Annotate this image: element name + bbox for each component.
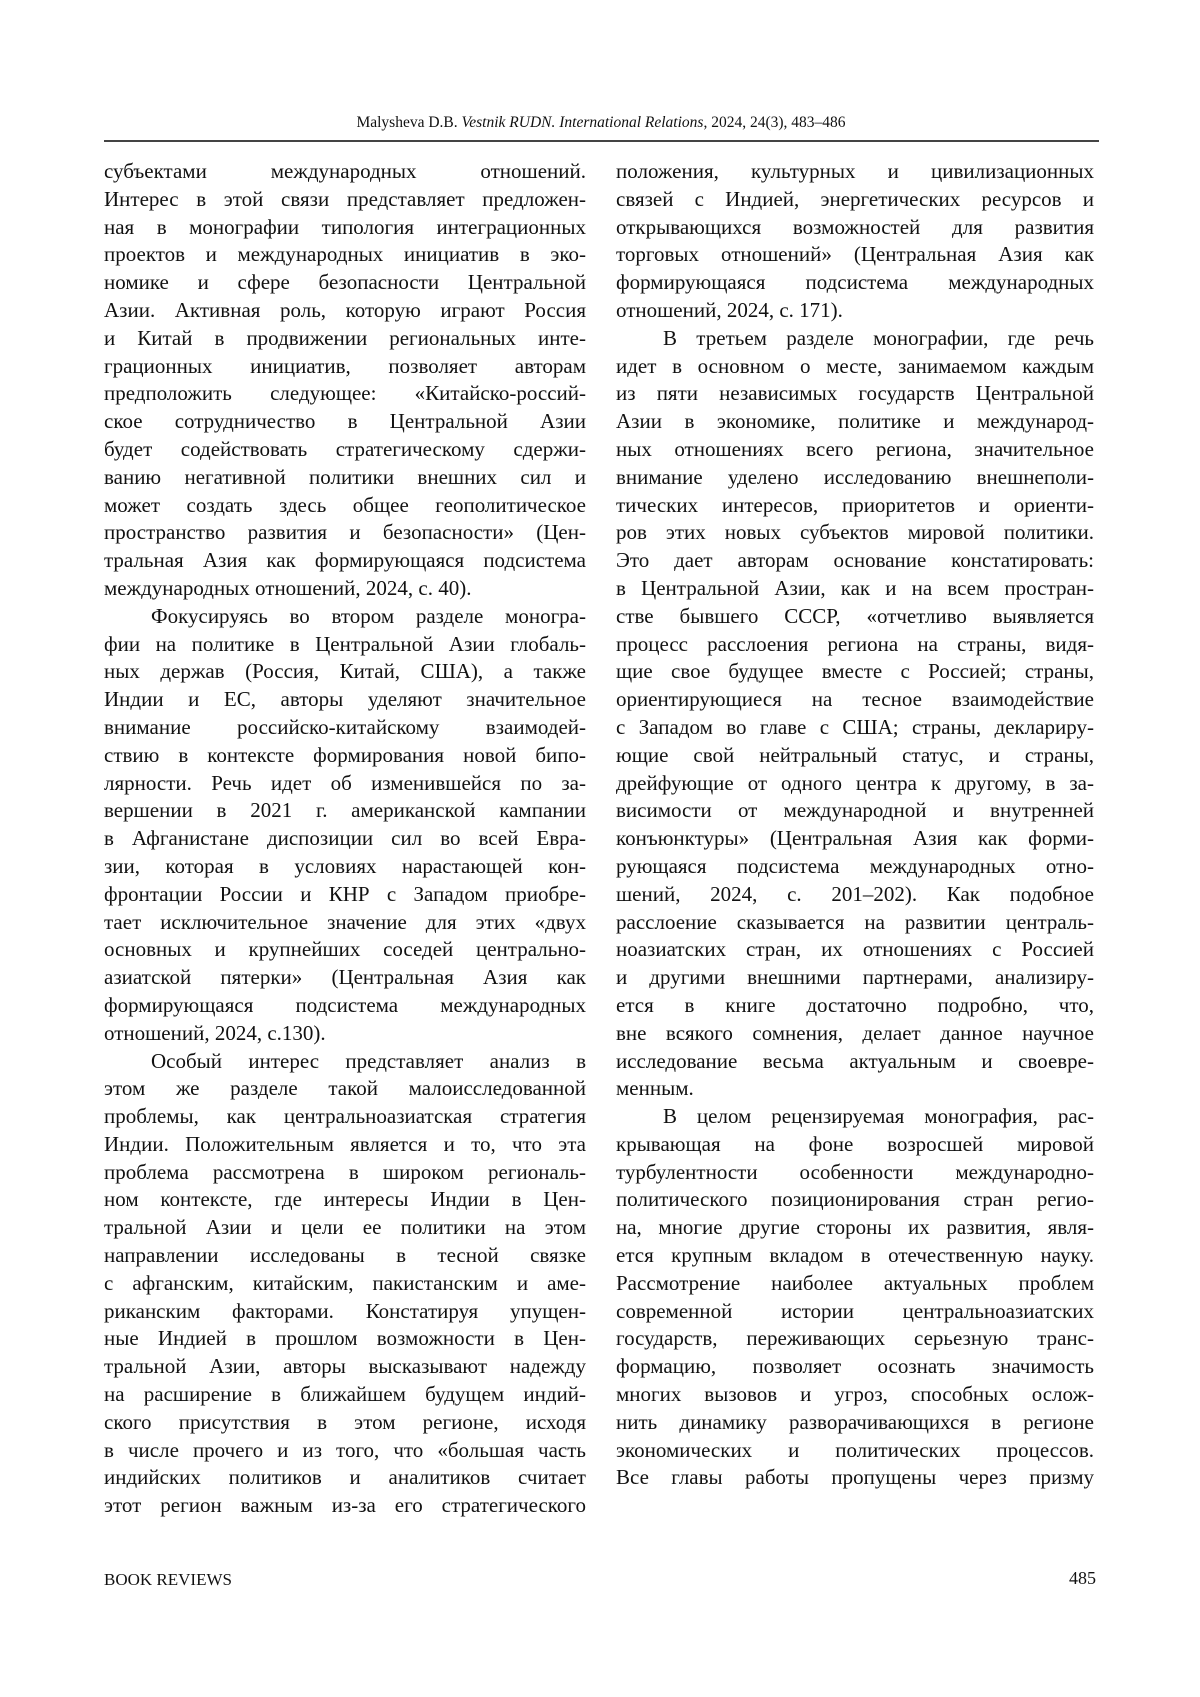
text-line: Индии. Положительным является и то, что эта (104, 1131, 586, 1159)
text-line: В третьем разделе монографии, где речь (616, 325, 1094, 353)
text-line: вне всякого сомнения, делает данное научное (616, 1020, 1094, 1048)
text-line: рующаяся подсистема международных отно- (616, 853, 1094, 881)
text-line: проблемы, как центральноазиатская стратегия (104, 1103, 586, 1131)
text-line: Все главы работы пропущены через призму (616, 1464, 1094, 1492)
text-line: и Китай в продвижении региональных инте- (104, 325, 586, 353)
text-line: менным. (616, 1075, 1094, 1103)
text-line: крывающая на фоне возросшей мировой (616, 1131, 1094, 1159)
text-line: зии, которая в условиях нарастающей кон- (104, 853, 586, 881)
text-line: ная в монографии типология интеграционных (104, 214, 586, 242)
text-line: ных держав (Россия, Китай, США), а также (104, 658, 586, 686)
text-line: основных и крупнейших соседей центрально- (104, 936, 586, 964)
text-line: расслоение сказывается на развитии централь- (616, 909, 1094, 937)
text-line: Азии в экономике, политике и международ- (616, 408, 1094, 436)
text-line: современной истории центральноазиатских (616, 1298, 1094, 1326)
text-line: этот регион важным из-за его стратегического (104, 1492, 586, 1520)
text-line: В целом рецензируемая монография, рас- (616, 1103, 1094, 1131)
text-line: лярности. Речь идет об изменившейся по за- (104, 770, 586, 798)
text-line: щие свое будущее вместе с Россией; страны, (616, 658, 1094, 686)
text-line: ванию негативной политики внешних сил и (104, 464, 586, 492)
text-line: азиатской пятерки» (Центральная Азия как (104, 964, 586, 992)
text-line: на расширение в ближайшем будущем индий- (104, 1381, 586, 1409)
text-line: политического позиционирования стран регио- (616, 1186, 1094, 1214)
text-line: ющие свой нейтральный статус, и страны, (616, 742, 1094, 770)
text-line: фронтации России и КНР с Западом приобре- (104, 881, 586, 909)
text-line: висимости от международной и внутренней (616, 797, 1094, 825)
text-line: ствию в контексте формирования новой бипо- (104, 742, 586, 770)
text-line: ется крупным вкладом в отечественную науку. (616, 1242, 1094, 1270)
text-line: отношений, 2024, с. 171). (616, 297, 1094, 325)
text-line: проектов и международных инициатив в эко- (104, 241, 586, 269)
text-line: открывающихся возможностей для развития (616, 214, 1094, 242)
text-line: Фокусируясь во втором разделе моногра- (104, 603, 586, 631)
text-line: с Западом во главе с США; страны, деклариру- (616, 714, 1094, 742)
text-line: в Центральной Азии, как и на всем простран- (616, 575, 1094, 603)
text-line: тральная Азия как формирующаяся подсистема (104, 547, 586, 575)
text-column-left (104, 158, 586, 1520)
text-line: формирующаяся подсистема международных (104, 992, 586, 1020)
text-line: из пяти независимых государств Центральной (616, 380, 1094, 408)
text-line: вершении в 2021 г. американской кампании (104, 797, 586, 825)
text-line: риканским факторами. Констатируя упущен- (104, 1298, 586, 1326)
text-line: на, многие другие стороны их развития, явля- (616, 1214, 1094, 1242)
text-line: связей с Индией, энергетических ресурсов и (616, 186, 1094, 214)
text-line: индийских политиков и аналитиков считает (104, 1464, 586, 1492)
header-author: Malysheva D.B. (356, 114, 461, 131)
text-line: формирующаяся подсистема международных (616, 269, 1094, 297)
text-line: направлении исследованы в тесной связке (104, 1242, 586, 1270)
text-line: ров этих новых субъектов мировой политики. (616, 519, 1094, 547)
text-line: положения, культурных и цивилизационных (616, 158, 1094, 186)
text-line: Особый интерес представляет анализ в (104, 1048, 586, 1076)
text-line: тических интересов, приоритетов и ориенти- (616, 492, 1094, 520)
text-line: ные Индией в прошлом возможности в Цен- (104, 1325, 586, 1353)
text-line: в числе прочего и из того, что «большая часть (104, 1437, 586, 1465)
text-line: тает исключительное значение для этих «двух (104, 909, 586, 937)
text-line: фии на политике в Центральной Азии глобаль- (104, 631, 586, 659)
text-line: Азии. Активная роль, которую играют Россия (104, 297, 586, 325)
text-line: проблема рассмотрена в широком региональ- (104, 1159, 586, 1187)
text-line: ном контексте, где интересы Индии в Цен- (104, 1186, 586, 1214)
text-line: и другими внешними партнерами, анализиру- (616, 964, 1094, 992)
text-line: внимание российско-китайскому взаимодей- (104, 714, 586, 742)
text-line: многих вызовов и угроз, способных ослож- (616, 1381, 1094, 1409)
text-line: этом же разделе такой малоисследованной (104, 1075, 586, 1103)
text-line: исследование весьма актуальным и своевре- (616, 1048, 1094, 1076)
text-line: субъектами международных отношений. (104, 158, 586, 186)
text-line: стве бывшего СССР, «отчетливо выявляется (616, 603, 1094, 631)
text-line: конъюнктуры» (Центральная Азия как форми- (616, 825, 1094, 853)
header-rule (104, 140, 1099, 142)
running-header (104, 114, 1098, 132)
header-citation: , 2024, 24(3), 483–486 (703, 114, 845, 131)
text-line: Это дает авторам основание констатировать: (616, 547, 1094, 575)
text-line: государств, переживающих серьезную транс- (616, 1325, 1094, 1353)
text-line: ориентирующиеся на тесное взаимодействие (616, 686, 1094, 714)
text-line: пространство развития и безопасности» (Цен- (104, 519, 586, 547)
text-line: Индии и ЕС, авторы уделяют значительное (104, 686, 586, 714)
text-line: международных отношений, 2024, с. 40). (104, 575, 586, 603)
text-line: тральной Азии и цели ее политики на этом (104, 1214, 586, 1242)
text-line: ется в книге достаточно подробно, что, (616, 992, 1094, 1020)
text-line: в Афганистане диспозиции сил во всей Евра- (104, 825, 586, 853)
text-line: внимание уделено исследованию внешнеполи- (616, 464, 1094, 492)
text-line: формацию, позволяет осознать значимость (616, 1353, 1094, 1381)
text-line: ных отношениях всего региона, значительное (616, 436, 1094, 464)
text-line: торговых отношений» (Центральная Азия как (616, 241, 1094, 269)
text-line: ское сотрудничество в Центральной Азии (104, 408, 586, 436)
text-line: с афганским, китайским, пакистанским и аме- (104, 1270, 586, 1298)
header-journal: Vestnik RUDN. International Relations (462, 114, 704, 131)
text-line: ноазиатских стран, их отношениях с Россией (616, 936, 1094, 964)
text-line: турбулентности особенности международно- (616, 1159, 1094, 1187)
text-line: Рассмотрение наиболее актуальных проблем (616, 1270, 1094, 1298)
text-line: идет в основном о месте, занимаемом каждым (616, 353, 1094, 381)
text-line: экономических и политических процессов. (616, 1437, 1094, 1465)
text-line: дрейфующие от одного центра к другому, в за- (616, 770, 1094, 798)
text-line: шений, 2024, с. 201–202). Как подобное (616, 881, 1094, 909)
text-line: ского присутствия в этом регионе, исходя (104, 1409, 586, 1437)
text-line: грационных инициатив, позволяет авторам (104, 353, 586, 381)
text-line: отношений, 2024, с.130). (104, 1020, 586, 1048)
text-line: может создать здесь общее геополитическое (104, 492, 586, 520)
text-line: будет содействовать стратегическому сдержи- (104, 436, 586, 464)
footer-section-label: BOOK REVIEWS (104, 1570, 232, 1590)
text-column-right (616, 158, 1094, 1492)
text-line: тральной Азии, авторы высказывают надежду (104, 1353, 586, 1381)
text-line: процесс расслоения региона на страны, видя- (616, 631, 1094, 659)
text-line: номике и сфере безопасности Центральной (104, 269, 586, 297)
text-line: Интерес в этой связи представляет предложен- (104, 186, 586, 214)
text-line: предположить следующее: «Китайско-россий- (104, 380, 586, 408)
page-number: 485 (1069, 1568, 1096, 1589)
text-line: нить динамику разворачивающихся в регионе (616, 1409, 1094, 1437)
